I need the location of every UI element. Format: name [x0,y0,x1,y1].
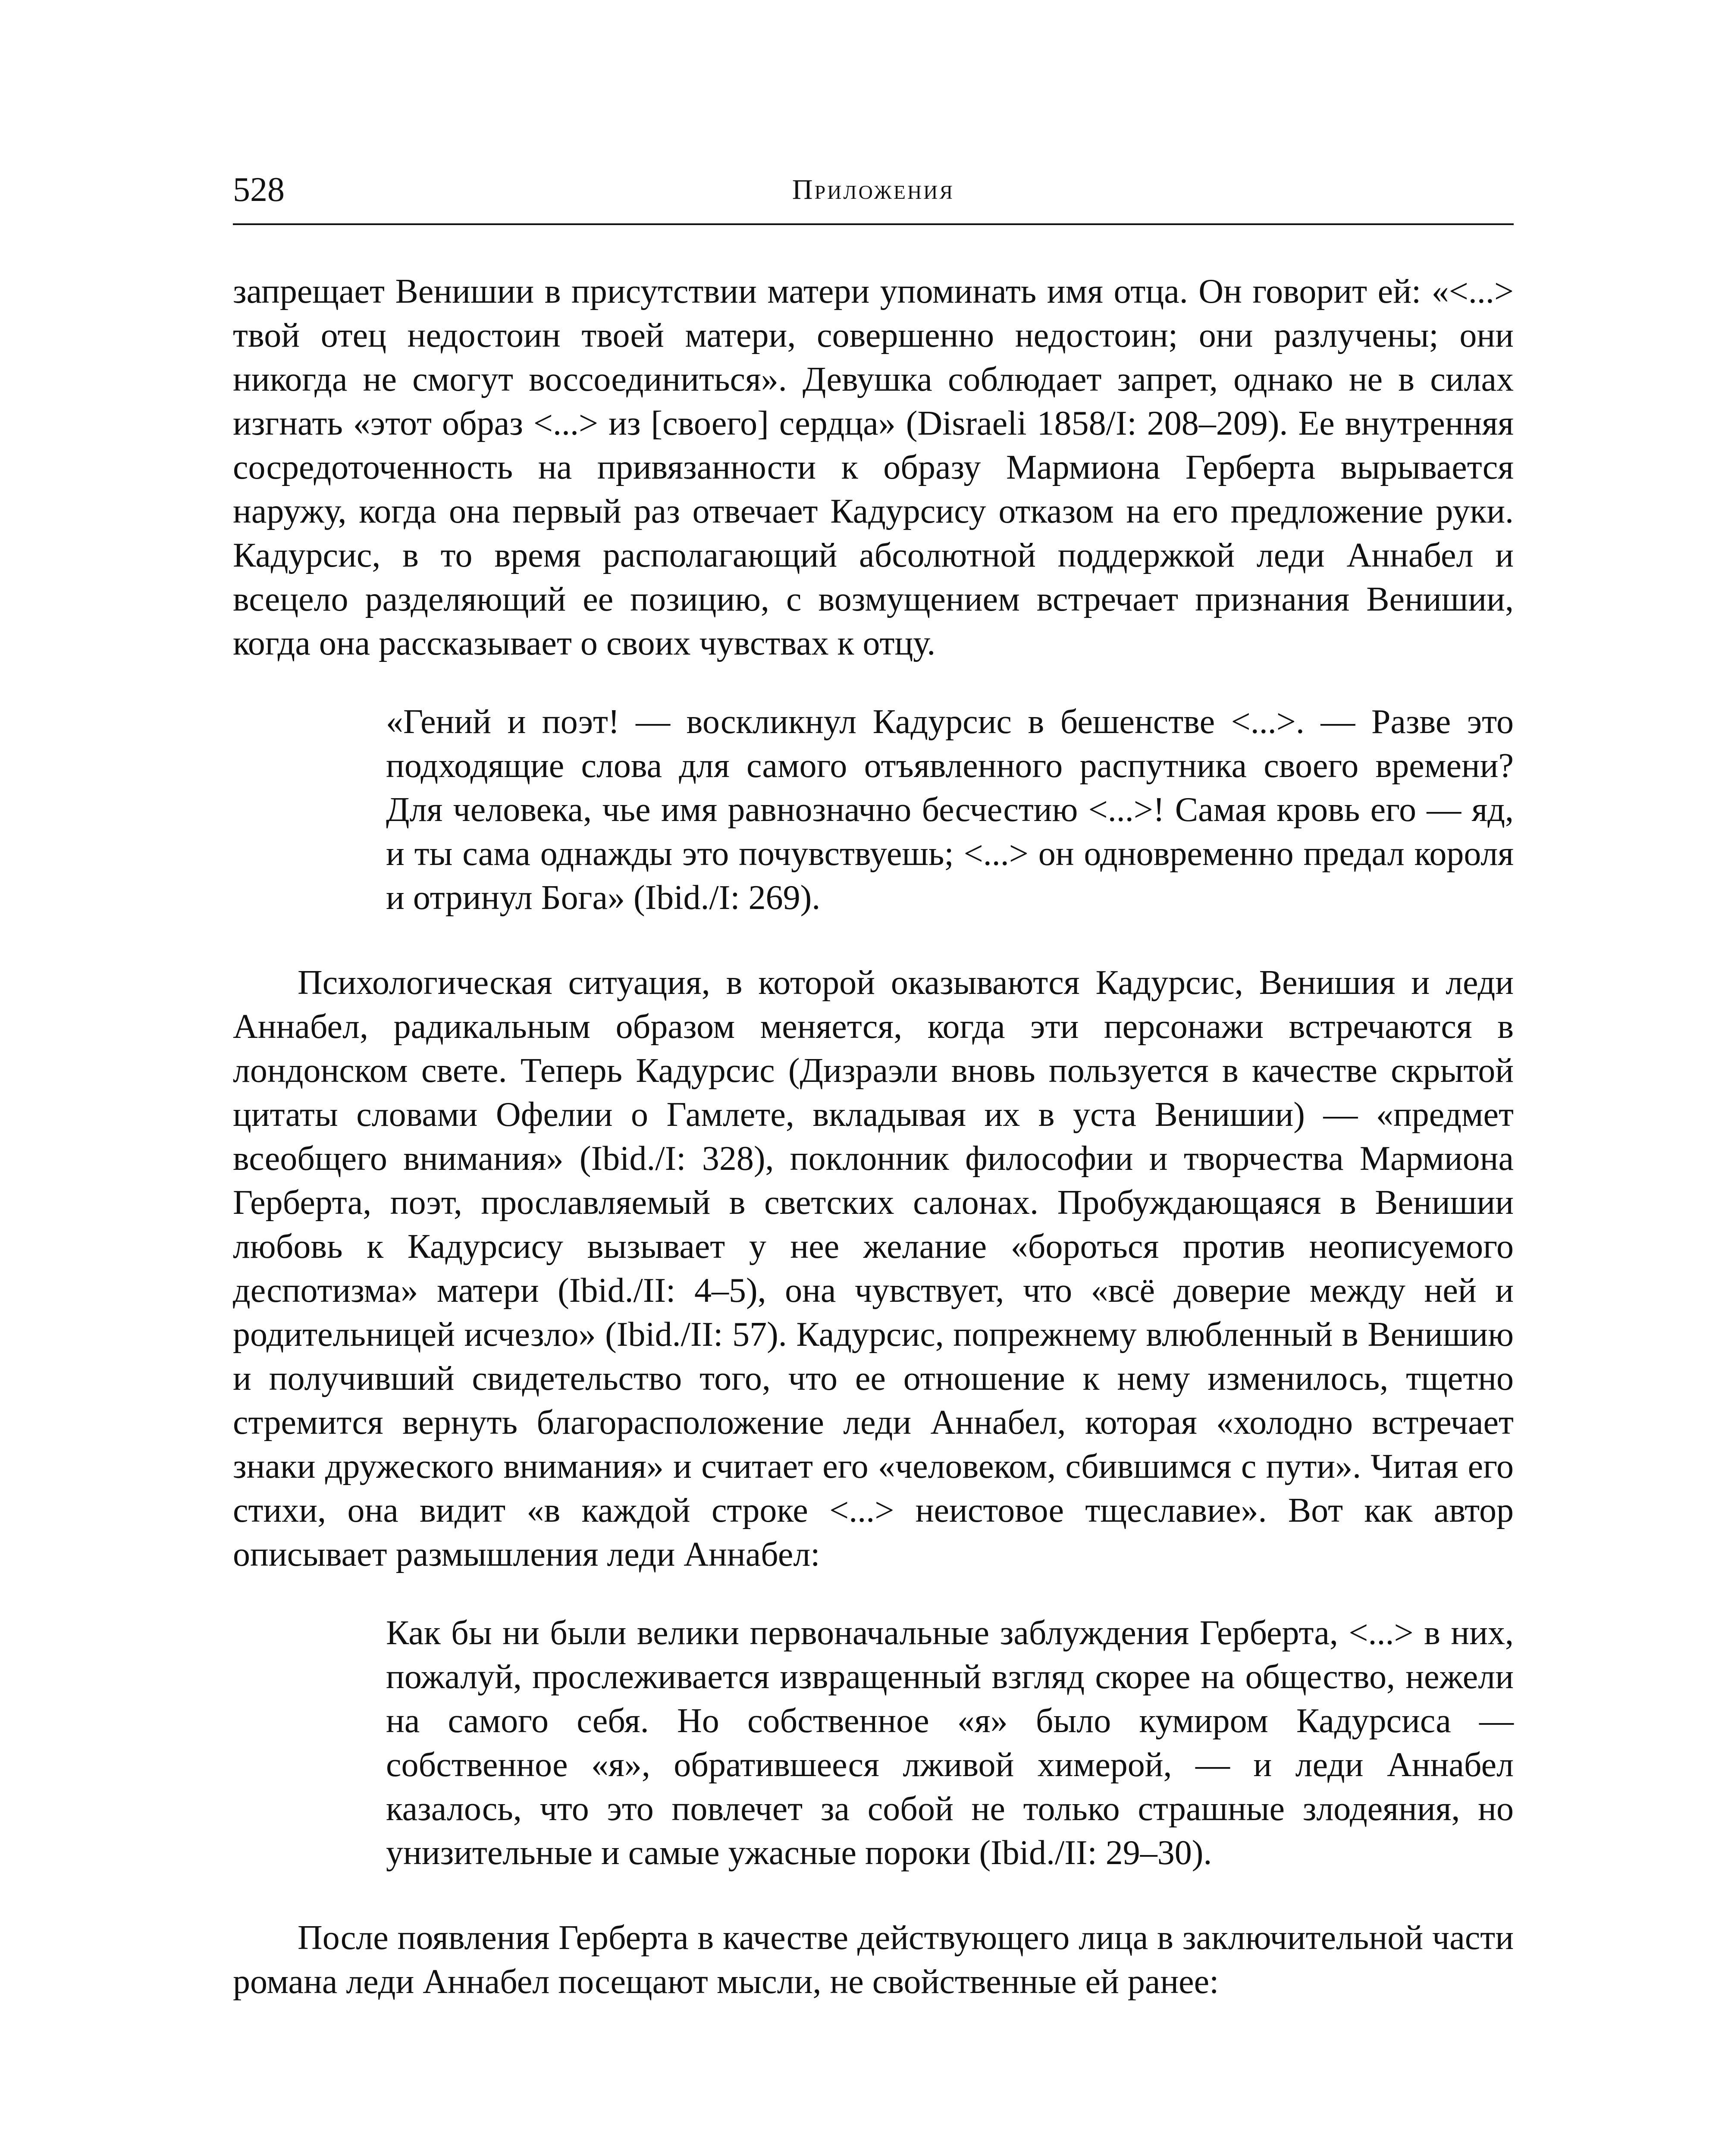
block-quote-2: Как бы ни были велики первоначальные заблуждения Герберта, <...> в них, пожалуй, прослеживается извращенный взгляд скорее на общество, нежели на самого себя. Но собственное «я» было кумиром Кадурсиса — собственное «я», обратившееся лживой химерой, — и леди Аннабел казалось, что это повлечет за собой не только страшные злодеяния, но унизительные и самые ужасные пороки (Ibid./II: 29–30). [386,1614,1514,1872]
page-header [233,168,1514,225]
block-quote-1: «Гений и поэт! — воскликнул Кадурсис в бешенстве <...>. — Разве это подходящие слова для самого отъявленного распутника своего времени? Для человека, чье имя равнозначно бесчестию <...>! Самая кровь его — яд, и ты сама однажды это почувствуешь; <...> он одновременно предал короля и отринул Бога» (Ibid./I: 269). [386,703,1514,917]
running-title: Приложения [792,174,955,205]
paragraph-2: Психологическая ситуация, в которой оказываются Кадурсис, Венишия и леди Аннабел, радикальным образом меняется, когда эти персонажи встречаются в лондонском свете. Теперь Кадурсис (Дизраэли вновь пользуется в качестве скрытой цитаты словами Офелии о Гамлете, вкладывая их в уста Венишии) — «предмет всеобщего внимания» (Ibid./I: 328), поклонник философии и творчества Мармиона Герберта, поэт, прославляемый в светских салонах. Пробуждающаяся в Венишии любовь к Кадурсису вызывает у нее желание «бороться против неописуемого деспотизма» матери (Ibid./II: 4–5), она чувствует, что «всё доверие между ней и родительницей исчезло» (Ibid./II: 57). Кадурсис, попрежнему влюбленный в Венишию и получивший свидетельство того, что ее отношение к нему изменилось, тщетно стремится вернуть благорасположение леди Аннабел, которая «холодно встречает знаки дружеского внимания» и считает его «человеком, сбившимся с пути». Читая его стихи, она видит «в каждой строке <...> неистовое тщеславие». Вот как автор описывает размышления леди Аннабел: [233,964,1514,1573]
body-text [233,270,1514,2004]
paragraph-1: запрещает Венишии в присутствии матери упоминать имя отца. Он говорит ей: «<...> твой отец недостоин твоей матери, совершенно недостоин; они разлучены; они никогда не смогут воссоединиться». Девушка соблюдает запрет, однако не в силах изгнать «этот образ <...> из [своего] сердца» (Disraeli 1858/I: 208–209). Ее внутренняя сосредоточенность на привязанности к образу Мармиона Герберта вырывается наружу, когда она первый раз отвечает Кадурсису отказом на его предложение руки. Кадурсис, в то время располагающий абсолютной поддержкой леди Аннабел и всецело разделяющий ее позицию, с возмущением встречает признания Венишии, когда она рассказывает о своих чувствах к отцу. [233,273,1514,662]
paragraph-3: После появления Герберта в качестве действующего лица в заключительной части романа леди Аннабел посещают мысли, не свойственные ей ранее: [233,1919,1514,2001]
page-number: 528 [233,171,285,209]
